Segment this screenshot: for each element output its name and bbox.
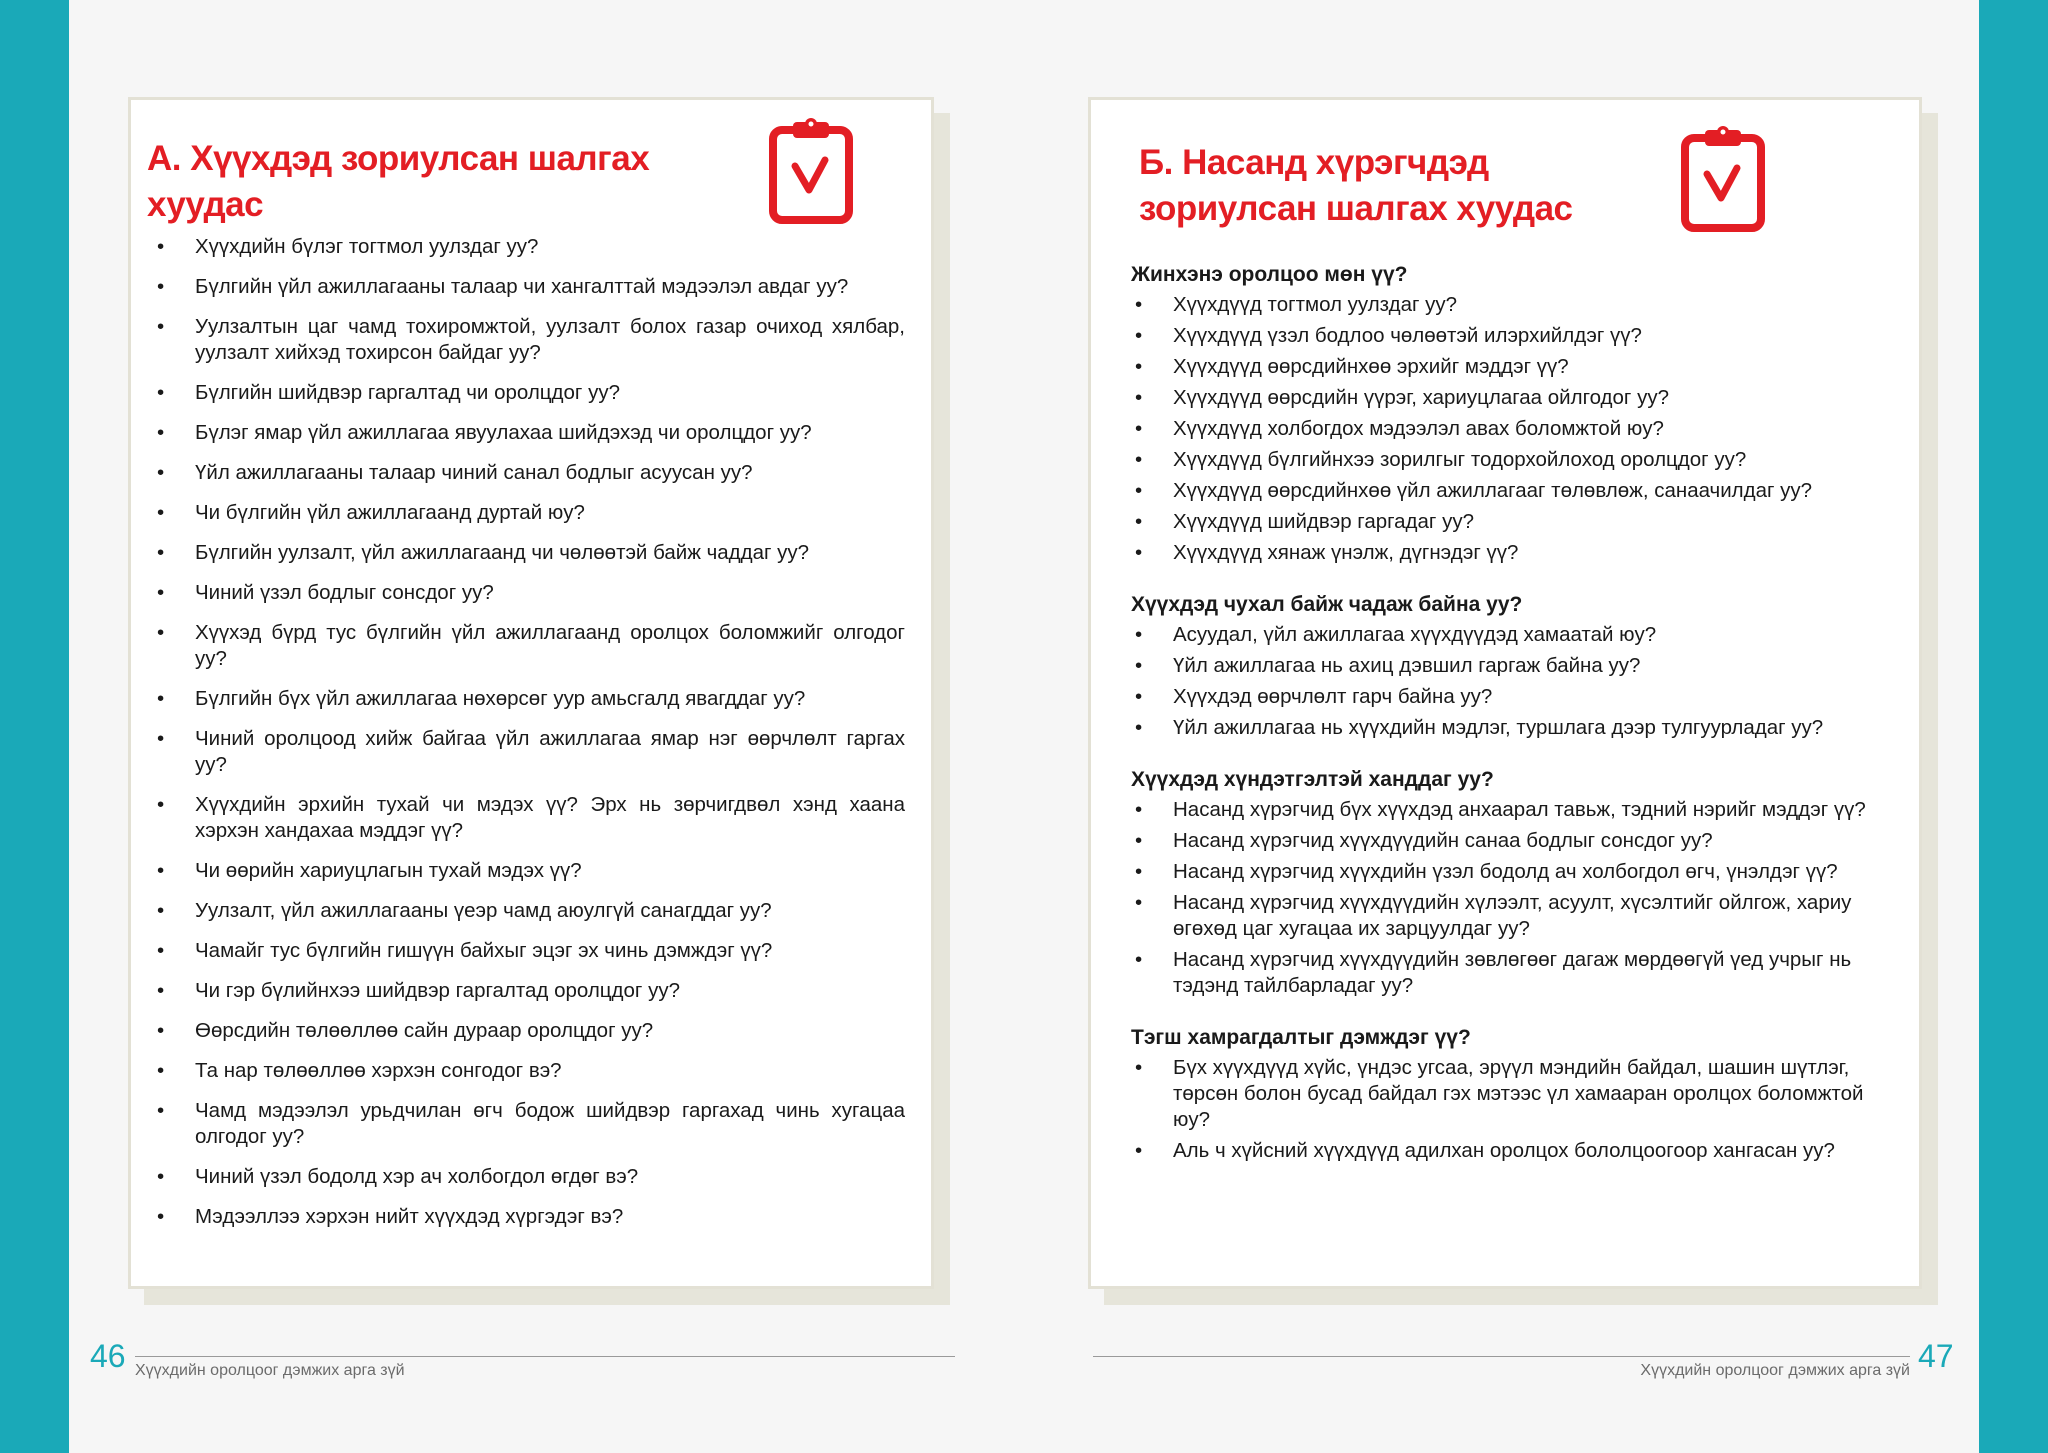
checklist-item: • Насанд хүрэгчид хүүхдийн үзэл бодолд ач холбогдол өгч, үнэлдэг үү? bbox=[1131, 859, 1901, 885]
checklist-item: • Бүлгийн шийдвэр гаргалтад чи оролцдог уу? bbox=[153, 380, 905, 406]
checklist-item: • Бүлгийн үйл ажиллагааны талаар чи хангалттай мэдээлэл авдаг уу? bbox=[153, 274, 905, 300]
checklist-item: • Хүүхдүүд өөрсдийн үүрэг, хариуцлагаа ойлгодог уу? bbox=[1131, 385, 1901, 411]
checklist-item: • Насанд хүрэгчид бүх хүүхдэд анхаарал тавьж, тэдний нэрийг мэддэг үү? bbox=[1131, 797, 1901, 823]
checklist-item: • Чиний үзэл бодлыг сонсдог уу? bbox=[153, 580, 905, 606]
checklist-item: • Насанд хүрэгчид хүүхдүүдийн зөвлөгөөг дагаж мөрдөөгүй үед учрыг нь тэдэнд тайлбарладаг уу? bbox=[1131, 947, 1901, 999]
checklist-item: • Чамд мэдээлэл урьдчилан өгч бодож шийдвэр гаргахад чинь хугацаа олгодог уу? bbox=[153, 1098, 905, 1150]
checklist-item: • Асуудал, үйл ажиллагаа хүүхдүүдэд хамаатай юу? bbox=[1131, 622, 1901, 648]
section-list bbox=[1131, 622, 1901, 741]
section-list bbox=[1131, 1055, 1901, 1164]
section-heading: Тэгш хамрагдалтыг дэмждэг үү? bbox=[1131, 1026, 1471, 1049]
children-checklist-title: А. Хүүхдэд зориулсан шалгах хуудас bbox=[147, 139, 650, 224]
section-list bbox=[1131, 292, 1901, 566]
checklist-item: • Хүүхдүүд өөрсдийнхөө эрхийг мэддэг үү? bbox=[1131, 354, 1901, 380]
checklist-item: • Чи өөрийн хариуцлагын тухай мэдэх үү? bbox=[153, 858, 905, 884]
checklist-item: • Хүүхдийн бүлэг тогтмол уулздаг уу? bbox=[153, 234, 905, 260]
checklist-item: • Үйл ажиллагааны талаар чиний санал бодлыг асуусан уу? bbox=[153, 460, 905, 486]
clipboard-check-icon bbox=[1677, 124, 1769, 234]
checklist-item: • Хүүхдүүд өөрсдийнхөө үйл ажиллагааг төлөвлөж, санаачилдаг уу? bbox=[1131, 478, 1901, 504]
checklist-item: • Хүүхэд бүрд тус бүлгийн үйл ажиллагаанд оролцох боломжийг олгодог уу? bbox=[153, 620, 905, 672]
adults-checklist-card bbox=[1088, 97, 1922, 1289]
checklist-item: • Чиний оролцоод хийж байгаа үйл ажиллагаа ямар нэг өөрчлөлт гаргах уу? bbox=[153, 726, 905, 778]
left-page-number: 46 bbox=[90, 1338, 126, 1374]
checklist-item: • Та нар төлөөллөө хэрхэн сонгодог вэ? bbox=[153, 1058, 905, 1084]
right-footer-rule bbox=[1093, 1356, 1910, 1357]
checklist-item: • Бүх хүүхдүүд хүйс, үндэс угсаа, эрүүл мэндийн байдал, шашин шүтлэг, төрсөн болон бусад байдал гэх мэтээс үл хамааран оролцох боломжтой юу? bbox=[1131, 1055, 1901, 1133]
section-heading: Хүүхдэд хүндэтгэлтэй ханддаг уу? bbox=[1131, 768, 1494, 791]
section-heading: Хүүхдэд чухал байж чадаж байна уу? bbox=[1131, 593, 1523, 616]
checklist-item: • Бүлгийн уулзалт, үйл ажиллагаанд чи чөлөөтэй байж чаддаг уу? bbox=[153, 540, 905, 566]
left-page-edge bbox=[0, 0, 69, 1453]
right-running-title: Хүүхдийн оролцоог дэмжих арга зүй bbox=[1640, 1362, 1910, 1379]
checklist-item: • Чи гэр бүлийнхээ шийдвэр гаргалтад оролцдог уу? bbox=[153, 978, 905, 1004]
adults-checklist-title: Б. Насанд хүрэгчдэд зориулсан шалгах хуудас bbox=[1139, 143, 1573, 228]
left-running-title: Хүүхдийн оролцоог дэмжих арга зүй bbox=[135, 1362, 405, 1379]
children-checklist-card bbox=[128, 97, 934, 1289]
checklist-item: • Чи бүлгийн үйл ажиллагаанд дуртай юу? bbox=[153, 500, 905, 526]
checklist-section bbox=[1131, 1025, 1901, 1164]
section-list bbox=[1131, 797, 1901, 999]
checklist-item: • Хүүхдүүд үзэл бодлоо чөлөөтэй илэрхийлдэг үү? bbox=[1131, 323, 1901, 349]
checklist-item: • Өөрсдийн төлөөллөө сайн дураар оролцдог уу? bbox=[153, 1018, 905, 1044]
checklist-item: • Хүүхдүүд хянаж үнэлж, дүгнэдэг үү? bbox=[1131, 540, 1901, 566]
checklist-item: • Хүүхдүүд шийдвэр гаргадаг уу? bbox=[1131, 509, 1901, 535]
checklist-item: • Бүлэг ямар үйл ажиллагаа явуулахаа шийдэхэд чи оролцдог уу? bbox=[153, 420, 905, 446]
checklist-section bbox=[1131, 767, 1901, 999]
checklist-section bbox=[1131, 262, 1901, 566]
checklist-item: • Хүүхдүүд бүлгийнхээ зорилгыг тодорхойлоход оролцдог уу? bbox=[1131, 447, 1901, 473]
checklist-item: • Аль ч хүйсний хүүхдүүд адилхан оролцох бололцоогоор хангасан уу? bbox=[1131, 1138, 1901, 1164]
checklist-item: • Уулзалтын цаг чамд тохиромжтой, уулзалт болох газар очиход хялбар, уулзалт хийхэд тохирсон байдаг уу? bbox=[153, 314, 905, 366]
checklist-item: • Үйл ажиллагаа нь ахиц дэвшил гаргаж байна уу? bbox=[1131, 653, 1901, 679]
checklist-item: • Хүүхдийн эрхийн тухай чи мэдэх үү? Эрх нь зөрчигдвөл хэнд хаана хэрхэн хандахаа мэддэг үү? bbox=[153, 792, 905, 844]
checklist-section bbox=[1131, 592, 1901, 741]
checklist-item: • Хүүхдэд өөрчлөлт гарч байна уу? bbox=[1131, 684, 1901, 710]
checklist-item: • Чиний үзэл бодолд хэр ач холбогдол өгдөг вэ? bbox=[153, 1164, 905, 1190]
checklist-item: • Бүлгийн бүх үйл ажиллагаа нөхөрсөг уур амьсгалд явагддаг уу? bbox=[153, 686, 905, 712]
checklist-item: • Хүүхдүүд холбогдох мэдээлэл авах боломжтой юу? bbox=[1131, 416, 1901, 442]
checklist-item: • Хүүхдүүд тогтмол уулздаг уу? bbox=[1131, 292, 1901, 318]
checklist-item: • Насанд хүрэгчид хүүхдүүдийн санаа бодлыг сонсдог уу? bbox=[1131, 828, 1901, 854]
adults-checklist-sections bbox=[1131, 262, 1901, 1190]
children-checklist-list bbox=[153, 234, 905, 1244]
clipboard-check-icon bbox=[765, 116, 857, 226]
checklist-item: • Уулзалт, үйл ажиллагааны үеэр чамд аюулгүй санагддаг уу? bbox=[153, 898, 905, 924]
left-footer-rule bbox=[135, 1356, 955, 1357]
checklist-item: • Чамайг тус бүлгийн гишүүн байхыг эцэг эх чинь дэмждэг үү? bbox=[153, 938, 905, 964]
checklist-item: • Мэдээллээ хэрхэн нийт хүүхдэд хүргэдэг вэ? bbox=[153, 1204, 905, 1230]
checklist-item: • Насанд хүрэгчид хүүхдүүдийн хүлээлт, асуулт, хүсэлтийг ойлгож, хариу өгөхөд цаг хугацаа их зарцуулдаг уу? bbox=[1131, 890, 1901, 942]
checklist-item: • Үйл ажиллагаа нь хүүхдийн мэдлэг, туршлага дээр тулгуурладаг уу? bbox=[1131, 715, 1901, 741]
section-heading: Жинхэнэ оролцоо мөн үү? bbox=[1131, 263, 1408, 286]
right-page-edge bbox=[1979, 0, 2048, 1453]
right-page-number: 47 bbox=[1918, 1338, 1954, 1374]
